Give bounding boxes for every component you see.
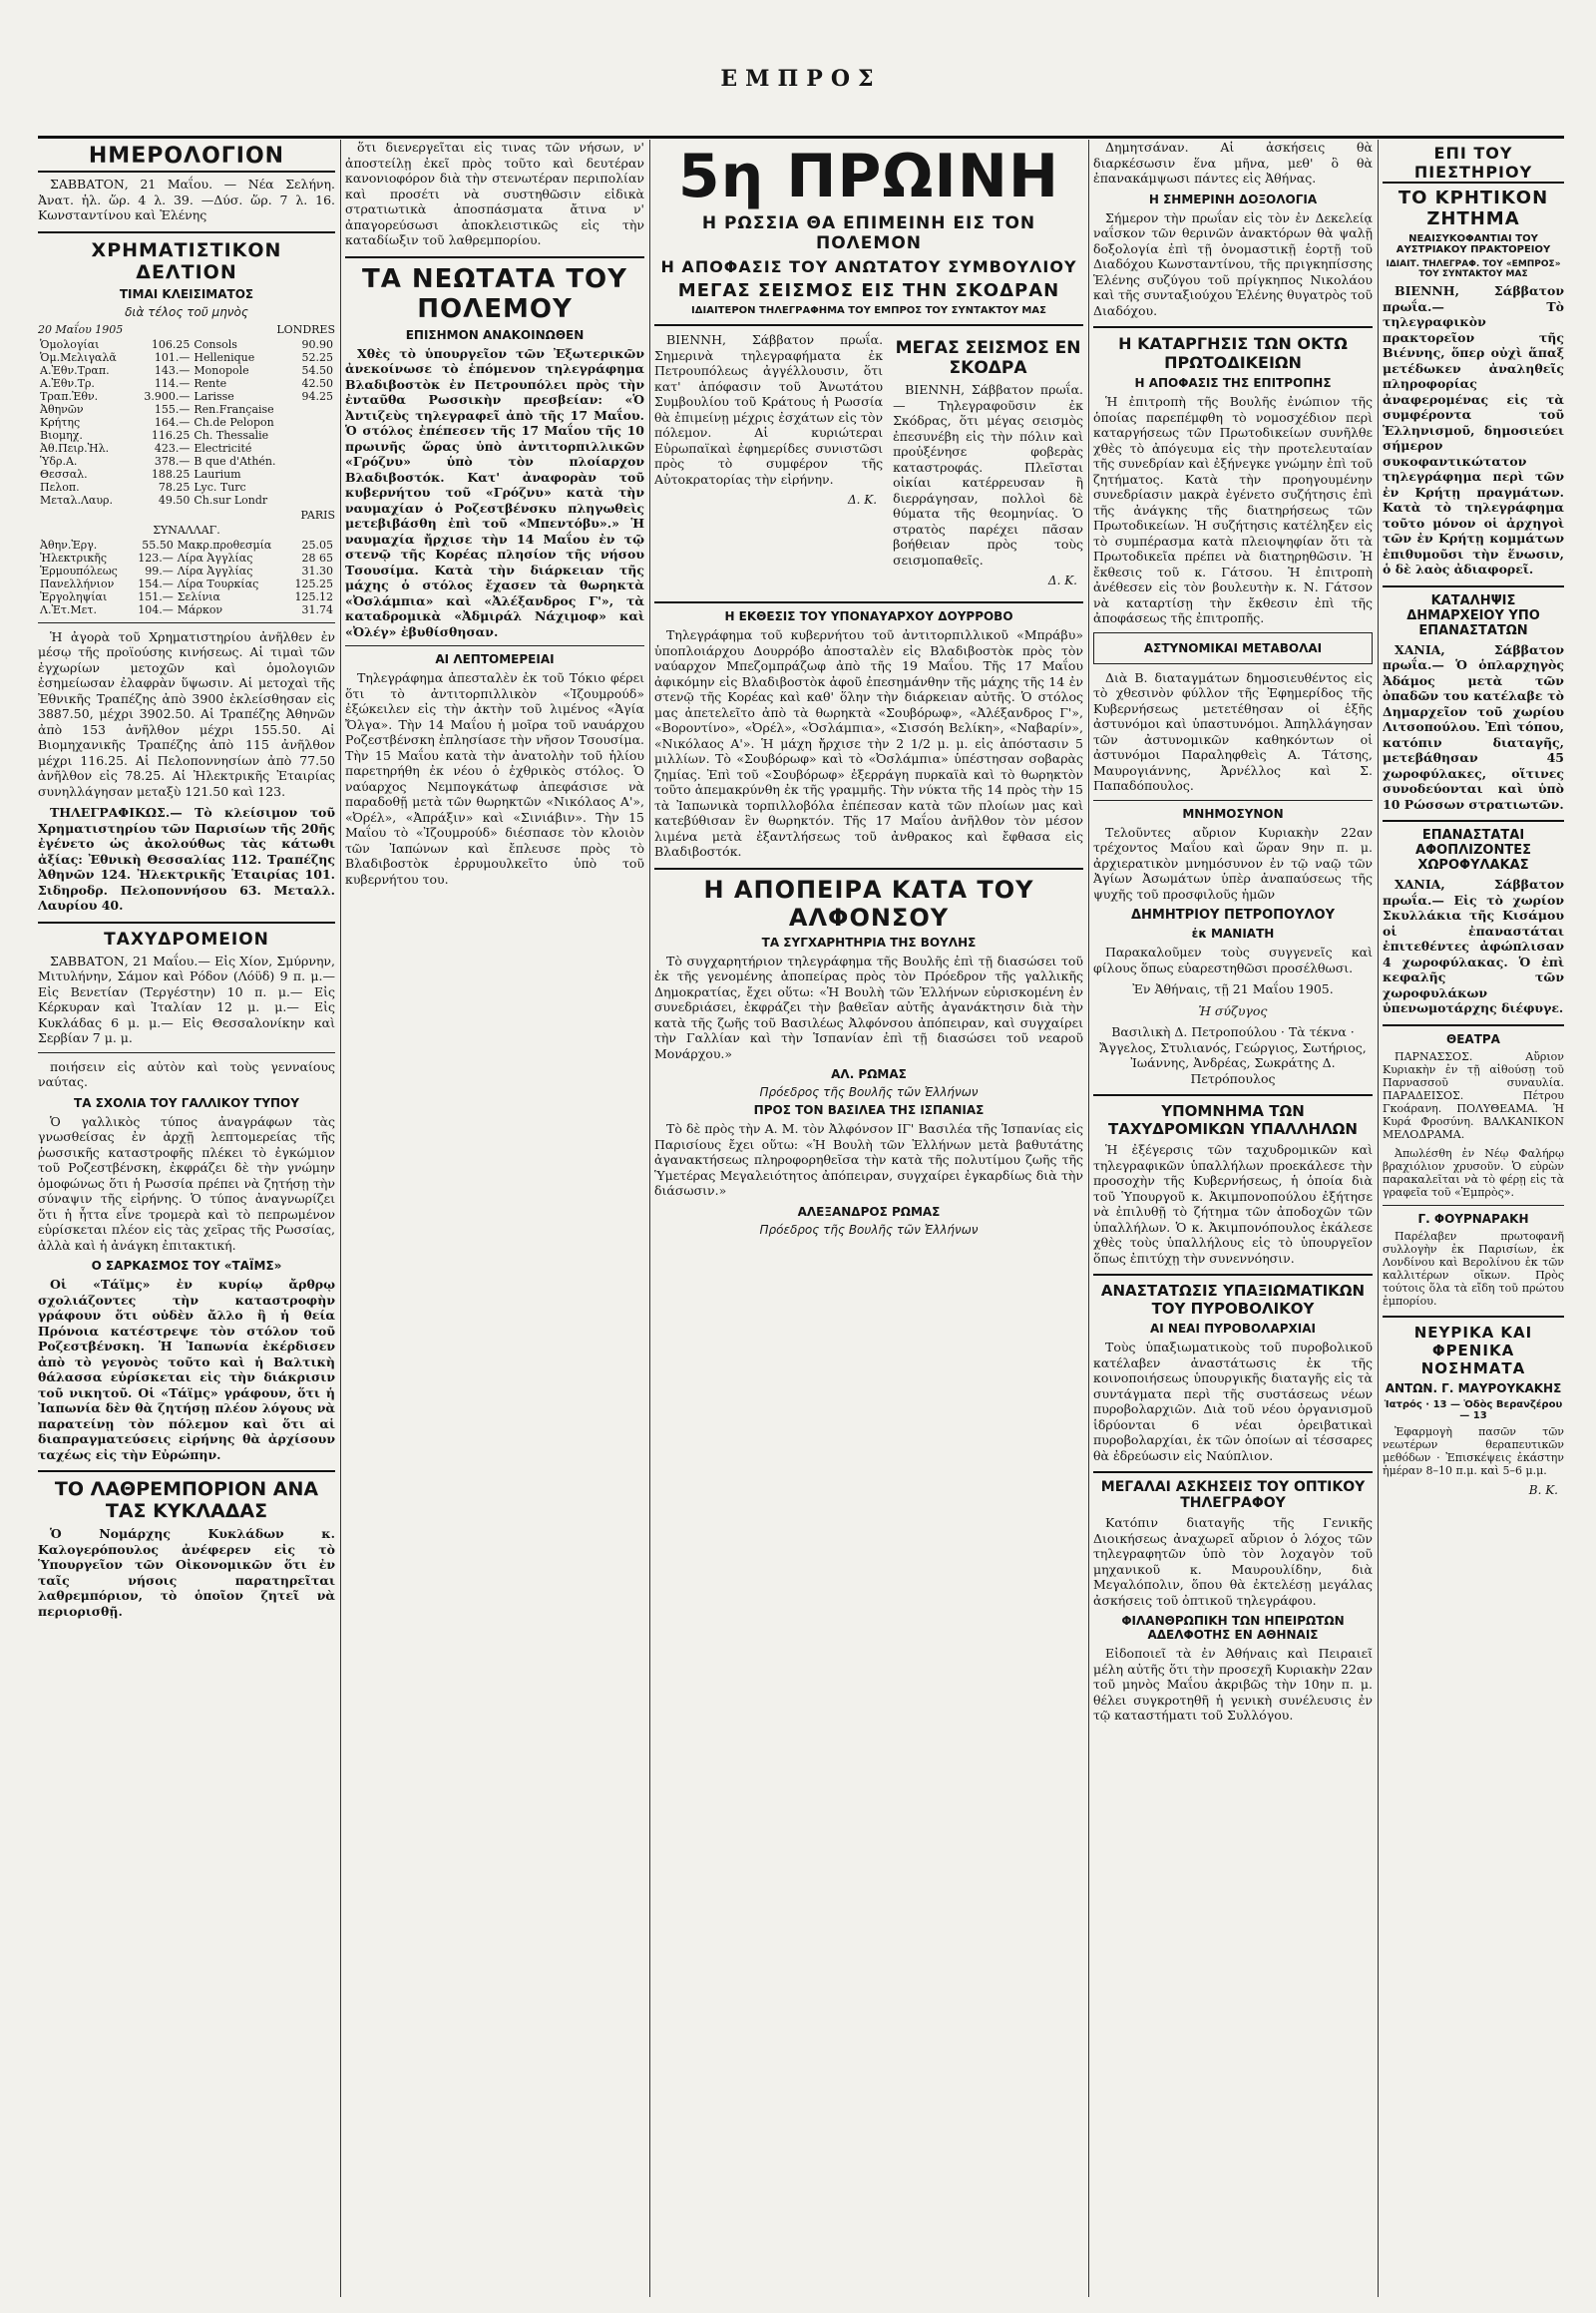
column-rule bbox=[1378, 140, 1379, 2297]
memorial-sign: Ἡ σύζυγος bbox=[1198, 1002, 1268, 1018]
divider bbox=[38, 1470, 335, 1472]
security-cell: Ch.de Pelopon bbox=[194, 415, 274, 429]
vienna-signature: Δ. Κ. bbox=[848, 493, 878, 507]
column-3 bbox=[654, 140, 1083, 2297]
calendar-heading: ΗΜΕΡΟΛΟΓΙΟΝ bbox=[38, 144, 335, 173]
price-cell: 423.— bbox=[154, 441, 191, 455]
table-row bbox=[38, 552, 335, 565]
divider bbox=[1383, 1316, 1564, 1318]
shop-heading: Γ. ΦΟΥΡΝΑΡΑΚΗ bbox=[1417, 1211, 1529, 1226]
table-row bbox=[38, 351, 335, 364]
security-cell: Lyc. Turc bbox=[194, 480, 246, 494]
postal-memo-text: Ἡ ἐξέγερσις τῶν ταχυδρομικῶν καὶ τηλεγραφικῶν ὑπαλλήλων προεκάλεσε τὴν προσοχὴν τῆς Κυβερνήσεως, ἡ ὁποία διὰ τοῦ Ὑπουργοῦ κ. Ἀκιμπονοπούλου ἐξήτησε νὰ ἐπιλυθῇ τὸ ζήτημα τῶν ἀποδοχῶν τῶν ὑπαλλήλων. Ὁ κ. Ἀκιμπονόπουλος ἐκάλεσε χθὲς τοὺς ὑπαλλήλους εἰς τὸ ὑπουργεῖον ὅπως ἐπιτύχῃ τὴν συνεννόησιν. bbox=[1093, 1142, 1373, 1266]
french-press-heading: ΤΑ ΣΧΟΛΙΑ ΤΟΥ ΓΑΛΛΙΚΟΥ ΤΥΠΟΥ bbox=[74, 1095, 299, 1110]
price-cell: 55.50 bbox=[142, 538, 174, 552]
security-cell: Ἀθ.Πειρ.Ἠλ. bbox=[40, 441, 110, 455]
table-row bbox=[38, 578, 335, 590]
security-cell: Larisse bbox=[194, 389, 234, 403]
price-cell: 25.05 bbox=[301, 538, 333, 552]
column-2 bbox=[345, 140, 644, 2297]
security-cell: Monopole bbox=[194, 363, 249, 377]
price-cell bbox=[293, 442, 335, 455]
divider bbox=[345, 256, 644, 258]
price-cell bbox=[293, 494, 335, 507]
telegraph-exercise-heading: ΜΕΓΑΛΑΙ ΑΣΚΗΣΕΙΣ ΤΟΥ ΟΠΤΙΚΟΥ ΤΗΛΕΓΡΑΦΟΥ bbox=[1100, 1479, 1366, 1511]
stock-table bbox=[38, 338, 335, 507]
table-row bbox=[38, 403, 335, 416]
earthquake-headline: ΜΕΓΑΣ ΣΕΙΣΜΟΣ ΕΙΣ ΤΗΝ ΣΚΟΔΡΑΝ bbox=[677, 280, 1060, 301]
post-office-text: ΣΑΒΒΑΤΟΝ, 21 Μαΐου.— Εἰς Χίον, Σμύρνην, Μιτυλήνην, Σάμον καὶ Ρόδον (Λόϋδ) 9 π. μ.— Εἰς Βενετίαν (Τεργέστην) 10 π. μ.— Εἰς Κέρκυραν καὶ Ἰταλίαν 12 μ. μ.— Εἰς Κυκλάδας 6 μ. μ.— Εἰς Θεσσαλονίκην καὶ Σερβίαν 7 μ. μ. bbox=[38, 953, 335, 1045]
memorial-date: Ἐν Ἀθήναις, τῇ 21 Μαΐου 1905. bbox=[1132, 981, 1334, 996]
courts-text: Ἡ ἐπιτροπὴ τῆς Βουλῆς ἐνώπιον τῆς ὁποίας παρεπέμφθη τὸ νομοσχέδιον περὶ καταργήσεως τῶν Πρωτοδικείων συνῆλθε χθὲς τὸ ἀπόγευμα εἰς τὴν προτελευταίαν τῆς συνεδρίαν καὶ ἐξήνεγκε γνώμην ἐπὶ τοῦ ζητήματος. Κατὰ τὴν προηγουμένην συνεδρίασιν μακρὰ ἐγένετο συζήτησις ἐπὶ τῆς ἀνάγκης τῆς διατηρήσεως τῶν Πρωτοδικείων. Ἡ συζήτησις κατέληξεν εἰς τὸ συμπέρασμα κατὰ πλειοψηφίαν ὅτι τὰ Πρωτοδικεῖα πρέπει νὰ διατηρηθῶσιν. Ἡ ἔκθεσις τοῦ κ. Γάτσου. Ἡ ἐπιτροπὴ ἀνέθεσεν εἰς τὸν βουλευτὴν κ. Ν. Γάτσον νὰ καταρτίσῃ τὴν ἔκθεσιν ἐπὶ τῆς ἀποφάσεως τῆς ἐπιτροπῆς. bbox=[1093, 394, 1373, 625]
cretan-question-text: ΒΙΕΝΝΗ, Σάββατον πρωΐα.— Τὸ τηλεγραφικὸν πρακτορεῖον τῆς Βιέννης, ὅπερ οὐχὶ ἅπαξ μετέδωκεν ἀναληθεῖς πληροφορίας ἀναφερομένας εἰς τὰ συμφέροντα τοῦ Ἑλληνισμοῦ, δημοσιεύει σήμερον συκοφαντικώτατον τηλεγράφημα περὶ τῶν ἐν Κρήτῃ πραγμάτων. Κατὰ τὸ τηλεγράφημα τοῦτο μόνον οἱ ἀρχηγοὶ τῶν ἐν Κρήτῃ κομμάτων ἐπιθυμοῦσι τὴν ἕνωσιν, ὁ δὲ λαὸς ἀδιαφορεῖ. bbox=[1383, 283, 1564, 577]
artillery-heading: ΑΝΑΣΤΑΤΩΣΙΣ ΥΠΑΞΙΩΜΑΤΙΚΩΝ ΤΟΥ ΠΥΡΟΒΟΛΙΚΟΥ bbox=[1100, 1282, 1366, 1318]
table-row bbox=[38, 377, 335, 390]
memorial-names: Βασιλικὴ Δ. Πετροπούλου · Τὰ τέκνα · Ἄγγελος, Στυλιανός, Γεώργιος, Σωτήριος, Ἰωάννης, Ἀνδρέας, Σωκράτης Δ. Πετρόπουλος bbox=[1099, 1024, 1367, 1086]
price-cell: 154.— bbox=[138, 577, 174, 590]
divider bbox=[1383, 1205, 1564, 1206]
fx-header bbox=[38, 323, 335, 336]
divider bbox=[38, 1052, 335, 1053]
column-1 bbox=[38, 140, 335, 2297]
security-cell: Consols bbox=[194, 337, 237, 351]
security-cell: Ἠλεκτρικῆς bbox=[40, 551, 108, 565]
report-heading: Η ΕΚΘΕΣΙΣ ΤΟΥ ΥΠΟΝΑΥΑΡΧΟΥ ΔΟΥΡΡΟΒΟ bbox=[724, 609, 1013, 623]
special-telegram-label: ΙΔΙΑΙΤΕΡΟΝ ΤΗΛΕΓΡΑΦΗΜΑ ΤΟΥ ΕΜΠΡΟΣ ΤΟΥ ΣΥΝΤΑΚΤΟΥ ΜΑΣ bbox=[691, 305, 1046, 316]
security-cell: Πανελλήνιον bbox=[40, 577, 115, 590]
security-cell: Α.Ἐθν.Τραπ. bbox=[40, 363, 110, 377]
signature-title: Πρόεδρος τῆς Βουλῆς τῶν Ἑλλήνων bbox=[759, 1222, 979, 1237]
doctor-text: Ἐφαρμογὴ πασῶν τῶν νεωτέρων θεραπευτικῶν μεθόδων · Ἐπισκέψεις ἐκάστην ἡμέραν 8–10 π.μ. καὶ 5–6 μ.μ. bbox=[1383, 1424, 1564, 1477]
column-rule bbox=[340, 140, 341, 2297]
smuggling-text: Ὁ Νομάρχης Κυκλάδων κ. Καλογερόπουλος ἀνέφερεν εἰς τὸ Ὑπουργεῖον τῶν Οἰκονομικῶν ὅτι ἐν ταῖς νήσοις παρατηρεῖται λαθρεμπόριον, τὸ ὁποῖον ζητεῖ νὰ περιορισθῇ. bbox=[38, 1526, 335, 1619]
security-cell: Α.Ἐθν.Τρ. bbox=[40, 376, 95, 390]
committee-heading: Η ΑΠΟΦΑΣΙΣ ΤΗΣ ΕΠΙΤΡΟΠΗΣ bbox=[1134, 376, 1332, 390]
price-cell: 151.— bbox=[138, 589, 174, 603]
security-cell: Λίρα Τουρκίας bbox=[177, 577, 259, 590]
rebels-text: ΧΑΝΙΑ, Σάββατον πρωΐα.— Εἰς τὸ χωρίον Σκυλλάκια τῆς Κισάμου οἱ ἐπαναστάται ἐπιτεθέντες ἀφώπλισαν 4 χωροφύλακας. Ὁ ἐπὶ κεφαλῆς τῶν χωροφυλάκων ὑπενωμοτάρχης διέφυγε. bbox=[1383, 877, 1564, 1015]
townhall-heading: ΚΑΤΑΛΗΨΙΣ ΔΗΜΑΡΧΕΙΟΥ ΥΠΟ ΕΠΑΝΑΣΤΑΤΩΝ bbox=[1406, 592, 1540, 638]
courts-heading: Η ΚΑΤΑΡΓΗΣΙΣ ΤΩΝ ΟΚΤΩ ΠΡΩΤΟΔΙΚΕΙΩΝ bbox=[1118, 334, 1348, 372]
top-articles bbox=[654, 332, 1083, 593]
security-cell: Rente bbox=[194, 376, 227, 390]
details-text: Τηλεγράφημα ἀπεσταλὲν ἐκ τοῦ Τόκιο φέρει ὅτι τὸ ἀντιτορπιλλικὸν «Ἰζουμρούδ» ἐξώκειλεν εἰς τὴν ἀκτὴν τοῦ λιμένος «Ἁγία Ὄλγα». Τὴν 14 Μαΐου ἡ μοῖρα τοῦ ναυάρχου Ροζεστβένσκη ἐπλησίασε τὴν νῆσον Τσουσίμα. Τὴν 15 Μαΐου κατὰ τὴν ἀνατολὴν τοῦ ἡλίου παρετηρήθη ἐκ νέου ὁ ἐχθρικὸς στόλος. Ὁ ναύαρχος Νεμπογκάτωφ ἀπεφάσισε νὰ παραδοθῇ μετὰ τῶν θωρηκτῶν «Νικόλαος Α'», «Ὀρέλ», «Ἀπράξιν» καὶ «Σινιάβιν». Τὴν 15 Μαΐου τὸ «Ἰζουμρούδ» διέσπασε τὸν κλοιὸν τῶν Ἰαπώνων καὶ ἔπλευσε πρὸς τὸ Βλαδιβοστὸκ ἐρρυμουλκεῖτο ὑπὸ τοῦ κυβερνήτου του. bbox=[345, 670, 644, 887]
details-heading: ΑΙ ΛΕΠΤΟΜΕΡΕΙΑΙ bbox=[435, 652, 555, 666]
bulletin-date: 20 Μαΐου 1905 bbox=[38, 322, 124, 336]
king-text: Τὸ δὲ πρὸς τὴν Α. Μ. τὸν Ἀλφόνσον ΙΓ' Βασιλέα τῆς Ἱσπανίας εἰς Παρισίους ἔχει οὕτω: «Ἡ Βουλὴ τῶν Ἑλλήνων μετὰ βαθυτάτης ἀγανακτήσεως πληροφορηθεῖσα τὴν κατὰ τῆς πολυτίμου ζωῆς τῆς Ὑμετέρας Μεγαλειότητος ἀπόπειραν, συγχαίρει ἐγκαρδίως διὰ τὴν διάσωσιν.» bbox=[654, 1121, 1083, 1198]
council-headline: Η ΑΠΟΦΑΣΙΣ ΤΟΥ ΑΝΩΤΑΤΟΥ ΣΥΜΒΟΥΛΙΟΥ bbox=[660, 257, 1077, 276]
theatres-heading: ΘΕΑΤΡΑ bbox=[1446, 1031, 1500, 1046]
column-rule bbox=[1088, 140, 1089, 2297]
table-row bbox=[38, 390, 335, 403]
security-cell: Λίρα Ἀγγλίας bbox=[177, 564, 253, 578]
price-cell: 49.50 bbox=[158, 493, 191, 507]
vienna-text: ΒΙΕΝΝΗ, Σάββατον πρωΐα. Σημερινὰ τηλεγραφήματα ἐκ Πετρουπόλεως ἀγγέλλουσιν, ὅτι κατ' ἀπόφασιν τοῦ Ἀνωτάτου Συμβουλίου τοῦ Κράτους ἡ Ρωσσία θὰ ἐπιμείνῃ μέχρις ἐσχάτων εἰς τὸν πόλεμον. Αἱ κυριώτεραι Εὐρωπαϊκαὶ ἐφημερίδες συνιστῶσι πρὸς τὸ συμφέρον τῆς Αὐτοκρατορίας τὴν εἰρήνην. bbox=[654, 332, 884, 487]
security-cell: Ἀθην.Ἐργ. bbox=[40, 538, 98, 552]
calendar-text: ΣΑΒΒΑΤΟΝ, 21 Μαΐου. — Νέα Σελήνη. Ἀνατ. ἡλ. ὥρ. 4 λ. 39. —Δύσ. ὥρ. 7 λ. 16. Κωνσταντίνου καὶ Ἑλένης bbox=[38, 177, 335, 222]
table-row bbox=[38, 590, 335, 603]
price-cell bbox=[293, 468, 335, 481]
shop-text: Παρέλαβεν πρωτοφανῆ συλλογὴν ἐκ Παρισίων, ἐκ Λονδίνου καὶ Βερολίνου ἐκ τῶν καλλιτέρων οἴκων. Πρὸς τούτοις ὅλα τὰ εἴδη τοῦ πρώτου ἐμπορίου. bbox=[1383, 1229, 1564, 1308]
price-cell: 90.90 bbox=[301, 337, 333, 351]
security-cell: Θεσσαλ. bbox=[40, 467, 88, 481]
price-cell: 99.— bbox=[145, 564, 174, 578]
exchange-header bbox=[38, 524, 335, 537]
signature-name: ΑΛΕΞΑΝΔΡΟΣ ΡΩΜΑΣ bbox=[797, 1204, 941, 1219]
month-end-label: διὰ τέλος τοῦ μηνὸς bbox=[125, 304, 248, 319]
price-cell: 31.30 bbox=[301, 564, 333, 578]
london-label: LONDRES bbox=[276, 322, 335, 336]
times-sarcasm-text: Οἱ «Τάϊμς» ἐν κυρίῳ ἄρθρῳ σχολιάζοντες τὴν καταστροφὴν γράφουν ὅτι οὐδὲν ἄλλο ἢ ἡ θεία Πρόνοια κατέστρεψε τὸν στόλον τοῦ Ροζεστβένσκη. Ἡ Ἰαπωνία ἐκέρδισεν ἀπὸ τὸ γεγονὸς τοῦτο καὶ ἡ Βαλτικὴ θάλασσα εὑρίσκεται εἰς τὴν διάκρισιν τοῦ νικητοῦ. Οἱ «Τάϊμς» γράφουν, ὅτι ἡ Ἰαπωνία δὲν θὰ ζητήσῃ πλέον λόγους νὰ παρατείνῃ τὸν πόλεμον καὶ ὅτι αἱ διαπραγματεύσεις εἰρήνης θὰ ἀρχίσουν ταχέως εἰς τὴν Εὐρώπην. bbox=[38, 1277, 335, 1462]
security-cell: Μάρκον bbox=[177, 602, 223, 616]
price-cell: 101.— bbox=[154, 350, 191, 364]
table-row bbox=[38, 455, 335, 468]
charity-text: Εἰδοποιεῖ τὰ ἐν Ἀθήναις καὶ Πειραιεῖ μέλη αὐτῆς ὅτι τὴν προσεχῆ Κυριακὴν 22αν τοῦ μηνὸς Μαΐου ἀκριβῶς τὴν 10ην π. μ. θέλει συγκροτηθῆ ἡ γενικὴ συνέλευσις ἐν τῷ καταστήματι τοῦ Συλλόγου. bbox=[1093, 1646, 1373, 1723]
security-cell: Λίρα Ἀγγλίας bbox=[177, 551, 253, 565]
security-cell: Τραπ.Ἐθν. bbox=[40, 389, 99, 403]
price-cell: 106.25 bbox=[151, 337, 191, 351]
divider bbox=[1093, 326, 1373, 328]
cretan-question-heading: ΤΟ ΚΡΗΤΙΚΟΝ ΖΗΤΗΜΑ bbox=[1397, 188, 1549, 229]
charity-heading: ΦΙΛΑΝΘΡΩΠΙΚΗ ΤΩΝ ΗΠΕΙΡΩΤΩΝ ΑΔΕΛΦΟΤΗΣ ΕΝ ΑΘΗΝΑΙΣ bbox=[1121, 1614, 1345, 1642]
security-cell: Ἐργοληψίαι bbox=[40, 589, 108, 603]
table-row bbox=[38, 603, 335, 616]
slanders-heading: ΝΕΑΙΣΥΚΟΦΑΝΤΙΑΙ ΤΟΥ ΑΥΣΤΡΙΑΚΟΥ ΠΡΑΚΤΟΡΕΙΟΥ bbox=[1396, 233, 1551, 255]
table-row bbox=[38, 442, 335, 455]
divider bbox=[1093, 800, 1373, 801]
congratulations-heading: ΤΑ ΣΥΓΧΑΡΗΤΗΡΙΑ ΤΗΣ ΒΟΥΛΗΣ bbox=[761, 935, 977, 950]
postal-memo-heading: ΥΠΟΜΝΗΜΑ ΤΩΝ ΤΑΧΥΔΡΟΜΙΚΩΝ ΥΠΑΛΛΗΛΩΝ bbox=[1108, 1102, 1358, 1138]
nervous-diseases-heading: ΝΕΥΡΙΚΑ ΚΑΙ ΦΡΕΝΙΚΑ ΝΟΣΗΜΑΤΑ bbox=[1413, 1323, 1533, 1377]
security-cell: Ch.sur Londr bbox=[194, 493, 268, 507]
price-cell: 378.— bbox=[154, 454, 191, 468]
price-cell: 31.74 bbox=[301, 602, 333, 616]
security-cell: Κρήτης bbox=[40, 415, 81, 429]
price-cell bbox=[293, 416, 335, 429]
divider bbox=[654, 601, 1083, 603]
security-cell: Ren.Française bbox=[194, 402, 274, 416]
market-report: Ἡ ἀγορὰ τοῦ Χρηματιστηρίου ἀνῆλθεν ἐν μέσῳ τῆς προϊούσης κινήσεως. Αἱ τιμαὶ τῶν ἐγχωρίων μετοχῶν καὶ ὁμολογιῶν ἐσημείωσαν ἐλαφρὰν ὕψωσιν. Αἱ μετοχαὶ τῆς Ἐθνικῆς Τραπέζης ἀπὸ 3900 ἐκλείσθησαν εἰς 3887.50, μέχρι 3902.50. Αἱ Τραπέζης Ἀθηνῶν ἀπὸ 153 ἀνῆλθον μέχρι 155.50. Αἱ Βιομηχανικῆς Τραπέζης ἀπὸ 115 ἀνῆλθον μέχρι 116.25. Αἱ Πελοποννησίων ἀπὸ 77.50 ἀνῆλθον εἰς 78.25. Αἱ Ἠλεκτρικῆς Ἑταιρίας συνηλλάγησαν μεταξὺ 121.50 καὶ 123. bbox=[38, 628, 335, 799]
memorial-invitation: Παρακαλοῦμεν τοὺς συγγενεῖς καὶ φίλους ὅπως εὐαρεστηθῶσι προσέλθωσι. bbox=[1093, 945, 1373, 975]
paris-label: PARIS bbox=[300, 508, 335, 522]
police-text: Διὰ Β. διαταγμάτων δημοσιευθέντος εἰς τὸ χθεσινὸν φύλλον τῆς Ἐφημερίδος τῆς Κυβερνήσεως μετετέθησαν οἱ ἑξῆς ἀστυνόμοι καὶ ὑπαστυνόμοι. Ἀπηλλάγησαν τῶν ἀστυνομικῶν καθηκόντων οἱ ἀστυνόμοι Παραληφθεὶς Α. Τάτσης, Μαυρογιάννης, Ἀρνέλλος καὶ Σ. Παπαδόπουλος. bbox=[1093, 669, 1373, 793]
doctor-address: Ἰατρός · 13 — Ὁδὸς Βερανζέρου — 13 bbox=[1384, 1398, 1563, 1421]
police-heading: ΑΣΤΥΝΟΜΙΚΑΙ ΜΕΤΑΒΟΛΑΙ bbox=[1143, 640, 1323, 655]
memorial-text: Τελοῦντες αὔριον Κυριακὴν 22αν τρέχοντος Μαΐου καὶ ὥραν 9ην π. μ. ἀρχιερατικὸν μνημόσυνον ἐν τῷ ναῷ τῶν Ἀγίων Ἀσωμάτων ὑπὲρ ἀναπαύσεως τῆς ψυχῆς τοῦ προσφιλοῦς ἡμῶν bbox=[1093, 824, 1373, 902]
edition-headline: 5η ΠΡΩΙΝΗ bbox=[677, 142, 1060, 211]
divider bbox=[1093, 1094, 1373, 1096]
divider bbox=[654, 868, 1083, 870]
column-rule bbox=[649, 140, 650, 2297]
security-cell: Laurium bbox=[194, 467, 241, 481]
security-cell: Λ.Ἐτ.Μετ. bbox=[40, 602, 97, 616]
times-sarcasm-heading: Ο ΣΑΡΚΑΣΜΟΣ ΤΟΥ «ΤΑΪΜΣ» bbox=[91, 1259, 282, 1273]
townhall-text: ΧΑΝΙΑ, Σάββατον πρωΐα.— Ὁ ὁπλαρχηγὸς Ἀδάμος μετὰ τῶν ὀπαδῶν του κατέλαβε τὸ Δημαρχεῖον τοῦ χωρίου Λιτσοπούλου. Ἐπὶ τόπου, κατόπιν διαταγῆς, μετεβάθησαν 45 χωροφύλακες, οἵτινες συνοδεύονται καὶ ὑπὸ 10 Ρώσσων στρατιωτῶν. bbox=[1383, 641, 1564, 812]
table-row bbox=[38, 416, 335, 429]
price-cell: 28 65 bbox=[301, 551, 333, 565]
exchange-table bbox=[38, 539, 335, 616]
security-cell: Βιομηχ. bbox=[40, 428, 83, 442]
security-cell: Ἀθηνῶν bbox=[40, 402, 84, 416]
price-cell: 125.25 bbox=[294, 577, 333, 590]
paris-header bbox=[38, 509, 335, 522]
divider bbox=[345, 645, 644, 646]
security-cell: Electricité bbox=[194, 441, 252, 455]
security-cell: Ὑδρ.Α. bbox=[40, 454, 78, 468]
signature-title: Πρόεδρος τῆς Βουλῆς τῶν Ἑλλήνων bbox=[759, 1085, 979, 1099]
memorial-origin: ἐκ ΜΑΝΙΑΤΗ bbox=[1191, 927, 1275, 941]
divider bbox=[1093, 1471, 1373, 1473]
price-cell: 52.25 bbox=[301, 350, 333, 364]
continued-text: ποιήσειν εἰς αὐτὸν καὶ τοὺς γενναίους ναύτας. bbox=[38, 1058, 335, 1089]
divider bbox=[38, 922, 335, 924]
war-news-text: Χθὲς τὸ ὑπουργεῖον τῶν Ἐξωτερικῶν ἀνεκοίνωσε τὸ ἑπόμενον τηλεγράφημα Βλαδιβοστὸκ ἐν Πετρουπόλει πρὸς τὴν ἐνταῦθα Ρωσσικὴν πρεσβείαν: «Ὁ Ἀντιζεὺς τηλεγραφεῖ ἀπὸ τῆς 17 Μαΐου. Ὁ στόλος ἐπέπεσεν τῆς 17 Μαΐου τῆς 10 πρωινῆς ὥρας ὑπὸ ἀντιτορπιλλικῶν «Γρόζνυ» ὑπὸ τὸν πλοίαρχον Βλαδιβοστόκ. Κατ' ἀναφορὰν τοῦ κυβερνήτου τοῦ «Γρόζνυ» κατὰ τὴν ναυμαχίαν ὁ Ροζεστβένσκυ πληγωθεὶς μετεβιβάσθη ἐπὶ τοῦ «Μπεντόβυ».» Ἡ ναυμαχία ἤρχισε τὴν 14 Μαΐου ἐν τῷ στενῷ τῆς Κορέας πλησίον τῆς νήσου Τσουσίμα. Κατὰ τὴν διάρκειαν τῆς μάχης ὁ στόλος ἔχασεν τὰ θωρηκτὰ «Ὀσλάμπια» καὶ «Ἀλέξανδρος Γ'», τὰ καταδρομικὰ «Ἀδμιράλ Νάχιμοφ» καὶ «Ὀλέγ» ἐβυθίσθησαν. bbox=[345, 345, 644, 639]
price-cell bbox=[293, 481, 335, 494]
price-cell bbox=[293, 429, 335, 442]
column-5 bbox=[1383, 140, 1564, 2297]
price-cell: 54.50 bbox=[301, 363, 333, 377]
divider bbox=[654, 324, 1083, 326]
signature-name: ΑΛ. ΡΩΜΑΣ bbox=[831, 1067, 907, 1081]
price-cell: 125.12 bbox=[294, 589, 333, 603]
price-cell: 164.— bbox=[154, 415, 191, 429]
notice-text: Ἀπωλέσθη ἐν Νέῳ Φαλήρῳ βραχιόλιον χρυσοῦν. Ὁ εὑρὼν παρακαλεῖται νὰ τὸ φέρῃ εἰς τὰ γραφεῖα τοῦ «Ἐμπρὸς». bbox=[1383, 1146, 1564, 1199]
earthquake-signature: Δ. Κ. bbox=[1047, 574, 1077, 587]
artillery-text: Τοὺς ὑπαξιωματικοὺς τοῦ πυροβολικοῦ κατέλαβεν ἀναστάτωσις ἐκ τῆς κοινοποιήσεως ὑπουργικῆς διαταγῆς εἰς τὰ συντάγματα περὶ τῆς συστάσεως νέων πυροβολαρχιῶν. Διὰ τοῦ νέου ὀργανισμοῦ ἱδρύονται 6 νέαι ὀρειβατικαὶ πυροβολαρχίαι, ἐκ τῶν ὁποίων αἱ τέσσαρες θὰ ἐδρεύωσιν εἰς Ναύπλιον. bbox=[1093, 1340, 1373, 1463]
memorial-name: ΔΗΜΗΤΡΙΟΥ ΠΕΤΡΟΠΟΥΛΟΥ bbox=[1130, 908, 1336, 923]
report-text: Τηλεγράφημα τοῦ κυβερνήτου τοῦ ἀντιτορπιλλικοῦ «Μπράβυ» ὑποπλοιάρχου Δουρρόβο ἀποσταλὲν εἰς Βλαδιβοστὸκ πρὸς τὸν ναύαρχον Μπεζομπράζωφ ἀπὸ τῆς 19 Μαΐου. Τῆς 17 Μαΐου ἀφικόμην εἰς Βλαδιβοστὸκ ἀφοῦ ἐπεσημάνθην τῆς μάχης τῆς 14 ἐν στενῷ τῆς Κορέας καὶ καθ' ὅλην τὴν διάρκειαν αὐτῆς. Ὁ στόλος μας ἀπετελεῖτο ἀπὸ τὰ θωρηκτὰ «Σουβόρωφ», «Ἀλέξανδρος Γ'», «Βοροντίνο», «Ὀρέλ», «Ὀσλάμπια», «Σισσόη Βελίκη», «Ναβαρίν», «Νικόλαος Α'». Ἡ μάχη ἤρχισε τὴν 2 1/2 μ. μ. εἰς ἀπόστασιν 5 μιλλίων. Τὸ «Σουβόρωφ» καὶ τὸ «Ὀσλάμπια» ὑπέστησαν σοβαρὰς ζημίας. Ἐπὶ τοῦ «Σουβόρωφ» ἐξερράγη πυρκαϊὰ καὶ τὸ θωρηκτὸν τοῦτο ἀπεμακρύνθη ἐκ τῆς γραμμῆς. Τὴν νύκτα τῆς 14 πρὸς τὴν 15 τὰ Ἰαπωνικὰ τορπιλλοβόλα ἐπέπεσαν κατὰ τῶν πλοίων μας καὶ κατεβύθισαν ἓν θωρηκτόν. Τῆς 17 Μαΐου ἀνῆλθον τὸν μέσον λιμένα μετὰ ἐξαντλήσεως τοῦ ἀνθρακος καὶ ἔφθασα εἰς Βλαδιβοστόκ. bbox=[654, 627, 1083, 859]
doctor-signature: Β. Κ. bbox=[1528, 1482, 1558, 1497]
divider bbox=[1383, 1024, 1564, 1026]
price-cell: 114.— bbox=[154, 376, 191, 390]
divider bbox=[38, 622, 335, 623]
earthquake-heading: ΜΕΓΑΣ ΣΕΙΣΜΟΣ ΕΝ ΣΚΟΔΡΑ bbox=[895, 338, 1081, 378]
table-row bbox=[38, 494, 335, 507]
closing-prices-label: ΤΙΜΑΙ ΚΛΕΙΣΙΜΑΤΟΣ bbox=[119, 286, 254, 301]
price-cell: 188.25 bbox=[151, 467, 191, 481]
price-cell: 143.— bbox=[154, 363, 191, 377]
divider bbox=[1383, 585, 1564, 587]
official-statement-label: ΕΠΙΣΗΜΟΝ ΑΝΑΚΟΙΝΩΘΕΝ bbox=[405, 327, 585, 342]
security-cell: Hellenique bbox=[194, 350, 255, 364]
price-cell: 42.50 bbox=[301, 376, 333, 390]
security-cell: Σελίνια bbox=[177, 589, 220, 603]
newspaper-page bbox=[38, 58, 1564, 2297]
memorial-heading: ΜΝΗΜΟΣΥΝΟΝ bbox=[1182, 806, 1284, 821]
divider bbox=[38, 231, 335, 233]
earthquake-text: ΒΙΕΝΝΗ, Σάββατον πρωΐα.— Τηλεγραφοῦσιν ἐκ Σκόδρας, ὅτι μέγας σεισμὸς ἐπεσυνέβη εἰς τὴν πόλιν καὶ προὐξένησε φοβερὰς καταστροφάς. Πλεῖσται οἰκίαι κατέρρευσαν ἢ διερράγησαν, πολλοὶ δὲ θύματα τῆς θεομηνίας. Ὁ στρατὸς παρέχει πᾶσαν βοήθειαν πρὸς τοὺς σεισμοπαθεῖς. bbox=[893, 382, 1083, 568]
price-cell bbox=[293, 455, 335, 468]
press-heading: ΕΠΙ ΤΟΥ ΠΙΕΣΤΗΡΙΟΥ bbox=[1383, 144, 1564, 184]
masthead-title: ΕΜΠΡΟΣ bbox=[720, 66, 882, 92]
smuggling-heading: ΤΟ ΛΑΘΡΕΜΠΟΡΙΟΝ ΑΝΑ ΤΑΣ ΚΥΚΛΑΔΑΣ bbox=[54, 1478, 319, 1522]
security-cell: Μεταλ.Λαυρ. bbox=[40, 493, 113, 507]
rebels-heading: ΕΠΑΝΑΣΤΑΤΑΙ ΑΦΟΠΛΙΖΟΝΤΕΣ ΧΩΡΟΦΥΛΑΚΑΣ bbox=[1415, 828, 1531, 873]
security-cell: B que d'Athén. bbox=[194, 454, 276, 468]
special-telegram-label: ΙΔΙΑΙΤ. ΤΗΛΕΓΡΑΦ. ΤΟΥ «ΕΜΠΡΟΣ» ΤΟΥ ΣΥΝΤΑΚΤΟΥ ΜΑΣ bbox=[1386, 259, 1561, 279]
security-cell: Ὁμ.Μελιγαλᾶ bbox=[40, 350, 117, 364]
russia-headline: Η ΡΩΣΣΙΑ ΘΑ ΕΠΙΜΕΙΝΗ ΕΙΣ ΤΟΝ ΠΟΛΕΜΟΝ bbox=[701, 213, 1036, 253]
column-4 bbox=[1093, 140, 1373, 2297]
price-cell: 3.900.— bbox=[144, 389, 191, 403]
table-row bbox=[38, 468, 335, 481]
security-cell: Πελοπ. bbox=[40, 480, 80, 494]
table-row bbox=[38, 429, 335, 442]
earthquake-article bbox=[893, 332, 1083, 593]
masthead bbox=[38, 58, 1564, 139]
price-cell: 78.25 bbox=[158, 480, 191, 494]
table-row bbox=[38, 565, 335, 578]
divider bbox=[1383, 820, 1564, 822]
telegraph-report: ΤΗΛΕΓΡΑΦΙΚΩΣ.— Τὸ κλείσιμον τοῦ Χρηματιστηρίου τῶν Παρισίων τῆς 20ῆς ἐγένετο ὡς ἀκολούθως τὰς κάτωθι ἀξίας: Ἐθνικὴ Θεσσαλίας 112. Τραπέζης Ἀθηνῶν 124. Ἠλεκτρικῆς Ἑταιρίας 101. Σιδηροδρ. Πελοποννήσου 63. Μεταλλ. Λαυρίου 40. bbox=[38, 805, 335, 913]
continued-text: ὅτι διενεργεῖται εἰς τινας τῶν νήσων, ν' ἀποστείλῃ ἐκεῖ πρὸς τοῦτο καὶ δευτέραν κανονιοφόρον διὰ τὴν στενωτέραν περιπολίαν καὶ προσέτι νὰ συστηθῶσιν εἰδικὰ στρατιωτικὰ ἀποσπάσματα ἄτινα ν' ἀπαγορεύσωσι ἀποκλειστικῶς εἰς τὴν καταδίωξιν τοῦ λαθρεμπορίου. bbox=[345, 140, 644, 247]
war-news-heading: ΤΑ ΝΕΩΤΑΤΑ ΤΟΥ ΠΟΛΕΜΟΥ bbox=[362, 263, 627, 324]
french-press-text: Ὁ γαλλικὸς τύπος ἀναγράφων τὰς γνωσθείσας ἐν ἀρχῇ λεπτομερείας τῆς ῥωσσικῆς καταστροφῆς πλέκει τὸ ἐγκώμιον τοῦ Ροζεστβένσκη, ἐκφράζει δὲ τὴν γνώμην ὁμοφώνως ὅτι ἡ Ρωσσία πρέπει νὰ ζητήσῃ τὴν σύναψιν τῆς εἰρήνης. Ὁ τύπος ἀναγνωρίζει ὅτι ἡ ἧττα εἶνε τρομερὰ καὶ τὸ πεπρωμένον εὑρίσκεται πλέον εἰς τὰς χεῖρας τῆς Ρωσσίας, ἀλλὰ καὶ ἡ ἀνάγκη ἐπιτακτική. bbox=[38, 1113, 335, 1253]
price-cell: 155.— bbox=[154, 402, 191, 416]
post-office-heading: ΤΑΧΥΔΡΟΜΕΙΟΝ bbox=[104, 929, 269, 950]
price-cell: 94.25 bbox=[301, 389, 333, 403]
price-cell: 116.25 bbox=[151, 428, 191, 442]
price-cell: 123.— bbox=[138, 551, 174, 565]
continued-text: Δημητσάναν. Αἱ ἀσκήσεις θὰ διαρκέσωσιν ἕνα μῆνα, μεθ' ὃ θὰ ἐπανακάμψωσι πάντες εἰς Ἀθήνας. bbox=[1093, 140, 1373, 186]
doxology-heading: Η ΣΗΜΕΡΙΝΗ ΔΟΞΟΛΟΓΙΑ bbox=[1148, 192, 1318, 206]
police-box bbox=[1093, 632, 1373, 664]
stock-bulletin-heading: ΧΡΗΜΑΤΙΣΤΙΚΟΝ ΔΕΛΤΙΟΝ bbox=[91, 238, 282, 283]
batteries-heading: ΑΙ ΝΕΑΙ ΠΥΡΟΒΟΛΑΡΧΙΑΙ bbox=[1149, 1322, 1316, 1336]
table-row bbox=[38, 338, 335, 351]
attempt-heading: Η ΑΠΟΠΕΙΡΑ ΚΑΤΑ ΤΟΥ ΑΛΦΟΝΣΟΥ bbox=[703, 875, 1034, 932]
vienna-article bbox=[654, 332, 883, 593]
telegraph-exercise-text: Κατόπιν διαταγῆς τῆς Γενικῆς Διοικήσεως ἀναχωρεῖ αὔριον ὁ λόχος τῶν τηλεγραφητῶν ὑπὸ τὸν λοχαγὸν τοῦ μηχανικοῦ κ. Μαυρουλίδην, διὰ Μεγαλόπολιν, ὅπου θὰ ἐκτελέσῃ μεγάλας ἀσκήσεις τοῦ ὀπτικοῦ τηλεγράφου. bbox=[1093, 1515, 1373, 1608]
price-cell bbox=[293, 403, 335, 416]
table-row bbox=[38, 539, 335, 552]
table-row bbox=[38, 364, 335, 377]
security-cell: Ch. Thessalie bbox=[194, 428, 269, 442]
security-cell: Ἑρμουπόλεως bbox=[40, 564, 118, 578]
divider bbox=[1093, 1274, 1373, 1276]
king-heading: ΠΡΟΣ ΤΟΝ ΒΑΣΙΛΕΑ ΤΗΣ ΙΣΠΑΝΙΑΣ bbox=[753, 1103, 985, 1117]
price-cell: 104.— bbox=[138, 602, 174, 616]
attempt-text: Τὸ συγχαρητήριον τηλεγράφημα τῆς Βουλῆς ἐπὶ τῇ διασώσει τοῦ ἐκ τῆς γενομένης ἀποπείρας πρὸς τὸν Πρόεδρον τῆς γαλλικῆς Δημοκρατίας, ἔχει οὕτω: «Ἡ Βουλὴ τῶν Ἑλλήνων εὑρισκομένη ἐν συνεδριάσει, ἐκφράζει τὴν βαθεῖαν αὐτῆς ἀγανάκτησιν διὰ τὴν κατὰ τῆς ζωῆς τοῦ Βασιλέως Ἀλφόνσου ἀπόπειραν, καὶ συγχαίρει τὴν Γαλλίαν καὶ τὴν Ἱσπανίαν ἐπὶ τῇ διασώσει τοῦ νεαροῦ Μονάρχου.» bbox=[654, 953, 1083, 1061]
exchange-label: ΣΥΝΑΛΛΑΓ. bbox=[153, 523, 220, 537]
doctor-name: ΑΝΤΩΝ. Γ. ΜΑΥΡΟΥΚΑΚΗΣ bbox=[1385, 1380, 1562, 1395]
doxology-text: Σήμερον τὴν πρωΐαν εἰς τὸν ἐν Δεκελείᾳ ναΐσκον τῶν θερινῶν ἀνακτόρων θὰ ψαλῇ δοξολογία ἐπὶ τῇ ὀνομαστικῇ ἑορτῇ τοῦ Διαδόχου Κωνσταντίνου, τῆς πριγκηπίσσης Ἑλένης συζύγου τοῦ πρίγκηπος Νικολάου καὶ τῆς συνταξιούχου Ἑλένης θυγατρὸς τοῦ Διαδόχου. bbox=[1093, 209, 1373, 318]
security-cell: Μακρ.προθεσμία bbox=[177, 538, 272, 552]
table-row bbox=[38, 481, 335, 494]
security-cell: Ὁμολογίαι bbox=[40, 337, 100, 351]
theatres-text: ΠΑΡΝΑΣΣΟΣ. Αὔριον Κυριακὴν ἐν τῇ αἰθούσῃ τοῦ Παρνασσοῦ συναυλία. ΠΑΡΑΔΕΙΣΟΣ. Πέτρου Γκοάρανη. ΠΟΛΥΘΕΑΜΑ. Ἡ Κυρά Φροσύνη. ΒΑΛΚΑΝΙΚΟΝ ΜΕΛΟΔΡΑΜΑ. bbox=[1383, 1049, 1564, 1141]
